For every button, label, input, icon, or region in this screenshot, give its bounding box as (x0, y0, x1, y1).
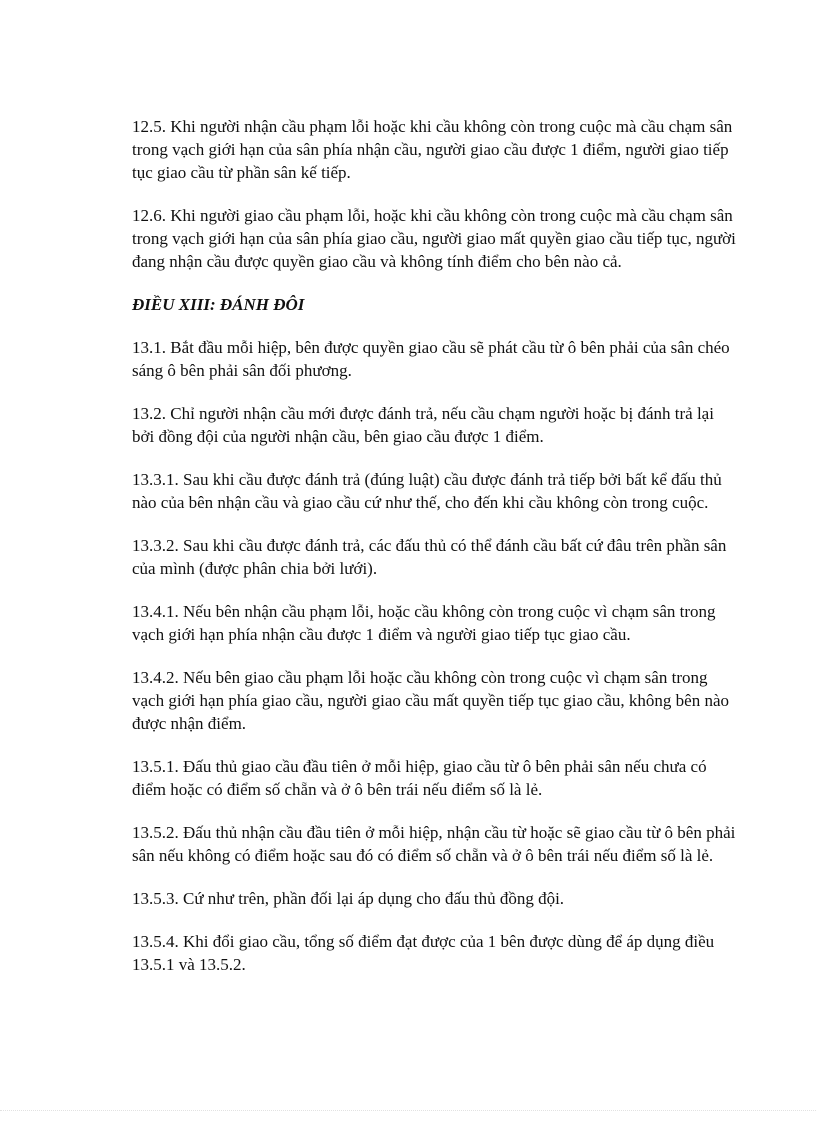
paragraph-12-6: 12.6. Khi người giao cầu phạm lỗi, hoặc khi cầu không còn trong cuộc mà cầu chạm sân trong vạch giới hạn của sân phía giao cầu, người giao mất quyền giao cầu tiếp tục, người đang nhận cầu được quyền giao cầu và không tính điểm cho bên nào cả. (132, 206, 736, 271)
paragraph-13-4-2: 13.4.2. Nếu bên giao cầu phạm lỗi hoặc cầu không còn trong cuộc vì chạm sân trong vạch giới hạn phía giao cầu, người giao cầu mất quyền tiếp tục giao cầu, không bên nào được nhận điểm. (132, 668, 729, 733)
paragraph-13-5-4: 13.5.4. Khi đổi giao cầu, tổng số điểm đạt được của 1 bên được dùng để áp dụng điều 13.5.1 và 13.5.2. (132, 932, 715, 974)
section-heading-article-13: ĐIỀU XIII: ĐÁNH ĐÔI (132, 295, 305, 314)
paragraph-13-1: 13.1. Bắt đầu mỗi hiệp, bên được quyền giao cầu sẽ phát cầu từ ô bên phải của sân chéo sáng ô bên phải sân đối phương. (132, 338, 730, 380)
paragraph-13-4-1: 13.4.1. Nếu bên nhận cầu phạm lỗi, hoặc cầu không còn trong cuộc vì chạm sân trong vạch giới hạn phía nhận cầu được 1 điểm và người giao tiếp tục giao cầu. (132, 602, 716, 644)
document-body (132, 115, 740, 996)
paragraph-13-5-1: 13.5.1. Đấu thủ giao cầu đầu tiên ở mỗi hiệp, giao cầu từ ô bên phải sân nếu chưa có điểm hoặc có điểm số chẵn và ở ô bên trái nếu điểm số là lẻ. (132, 757, 707, 799)
paragraph-13-5-3: 13.5.3. Cứ như trên, phần đối lại áp dụng cho đấu thủ đồng đội. (132, 889, 565, 908)
paragraph-13-5-2: 13.5.2. Đấu thủ nhận cầu đầu tiên ở mỗi hiệp, nhận cầu từ hoặc sẽ giao cầu từ ô bên phải sân nếu không có điểm hoặc sau đó có điểm số chẵn và ở ô bên trái nếu điểm số là lẻ. (132, 823, 736, 865)
paragraph-13-3-1: 13.3.1. Sau khi cầu được đánh trả (đúng luật) cầu được đánh trả tiếp bởi bất kể đấu thủ nào của bên nhận cầu và giao cầu cứ như thế, cho đến khi cầu không còn trong cuộc. (132, 470, 722, 512)
page-bottom-divider (0, 1110, 816, 1111)
paragraph-13-2: 13.2. Chỉ người nhận cầu mới được đánh trả, nếu cầu chạm người hoặc bị đánh trả lại bởi đồng đội của người nhận cầu, bên giao cầu được 1 điểm. (132, 404, 714, 446)
paragraph-13-3-2: 13.3.2. Sau khi cầu được đánh trả, các đấu thủ có thể đánh cầu bất cứ đâu trên phần sân của mình (được phân chia bởi lưới). (132, 536, 727, 578)
paragraph-12-5: 12.5. Khi người nhận cầu phạm lỗi hoặc khi cầu không còn trong cuộc mà cầu chạm sân trong vạch giới hạn của sân phía nhận cầu, người giao cầu được 1 điểm, người giao tiếp tục giao cầu từ phần sân kế tiếp. (132, 117, 733, 182)
